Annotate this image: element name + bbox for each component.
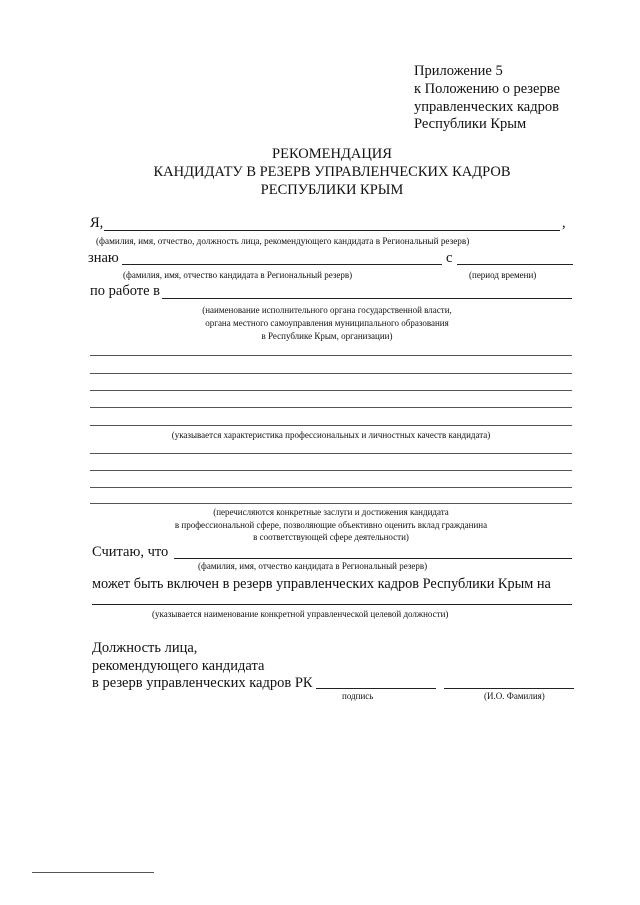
signature-line-1: Должность лица, [92,640,198,656]
include-text: может быть включен в резерв управленческих кадров Республики Крым на [92,576,551,592]
title-line-1: РЕКОМЕНДАЦИЯ [272,146,392,162]
period-field[interactable] [457,264,573,265]
consider-caption: (фамилия, имя, отчество кандидата в Региональный резерв) [198,561,428,571]
merits-line-1[interactable] [90,453,572,454]
merits-caption-3: в соответствующей сфере деятельности) [253,532,409,542]
merits-caption-1: (перечисляются конкретные заслуги и достижения кандидата [213,507,449,517]
org-caption-1: (наименование исполнительного органа государственной власти, [202,305,452,315]
ya-name-field[interactable] [104,230,560,231]
characteristic-line-4[interactable] [90,407,572,408]
name-caption: (И.О. Фамилия) [484,691,545,701]
consider-name-field[interactable] [174,558,572,559]
appendix-line-3: управленческих кадров [414,99,559,115]
title-line-2: КАНДИДАТУ В РЕЗЕРВ УПРАВЛЕНЧЕСКИХ КАДРОВ [153,164,511,180]
signature-line-3: в резерв управленческих кадров РК [92,675,313,691]
consider-label: Считаю, что [92,544,169,560]
ya-caption: (фамилия, имя, отчество, должность лица, рекомендующего кандидата в Региональный резерв) [96,236,470,246]
know-caption: (фамилия, имя, отчество кандидата в Региональный резерв) [123,270,353,280]
since-label: с [446,250,453,266]
characteristic-line-2[interactable] [90,373,572,374]
position-caption: (указывается наименование конкретной управленческой целевой должности) [152,609,449,619]
appendix-line-1: Приложение 5 [414,63,503,79]
period-caption: (период времени) [469,270,537,280]
position-field[interactable] [92,604,572,605]
org-caption-3: в Республике Крым, организации) [261,331,393,341]
characteristic-line-1[interactable] [90,355,572,356]
merits-line-2[interactable] [90,470,572,471]
org-field[interactable] [162,298,572,299]
know-label: знаю [88,250,119,266]
signature-line-2: рекомендующего кандидата [92,658,265,674]
name-field[interactable] [444,688,574,689]
merits-caption-2: в профессиональной сфере, позволяющие объективно оценить вклад гражданина [174,520,488,530]
characteristic-line-3[interactable] [90,390,572,391]
org-caption-2: органа местного самоуправления муниципального образования [205,318,449,328]
appendix-line-2: к Положению о резерве [414,81,560,97]
merits-line-4[interactable] [90,503,572,504]
know-name-field[interactable] [122,264,442,265]
ya-label: Я, [90,215,104,231]
title-line-3: РЕСПУБЛИКИ КРЫМ [260,182,404,198]
ya-comma: , [562,215,566,231]
merits-line-3[interactable] [90,487,572,488]
appendix-line-4: Республики Крым [414,116,527,132]
signature-field[interactable] [316,688,436,689]
characteristic-caption: (указывается характеристика профессиональных и личностных качеств кандидата) [171,430,491,440]
sign-caption: подпись [342,691,374,701]
characteristic-line-5[interactable] [90,425,572,426]
work-label: по работе в [90,283,161,299]
footnote-separator [32,872,154,873]
